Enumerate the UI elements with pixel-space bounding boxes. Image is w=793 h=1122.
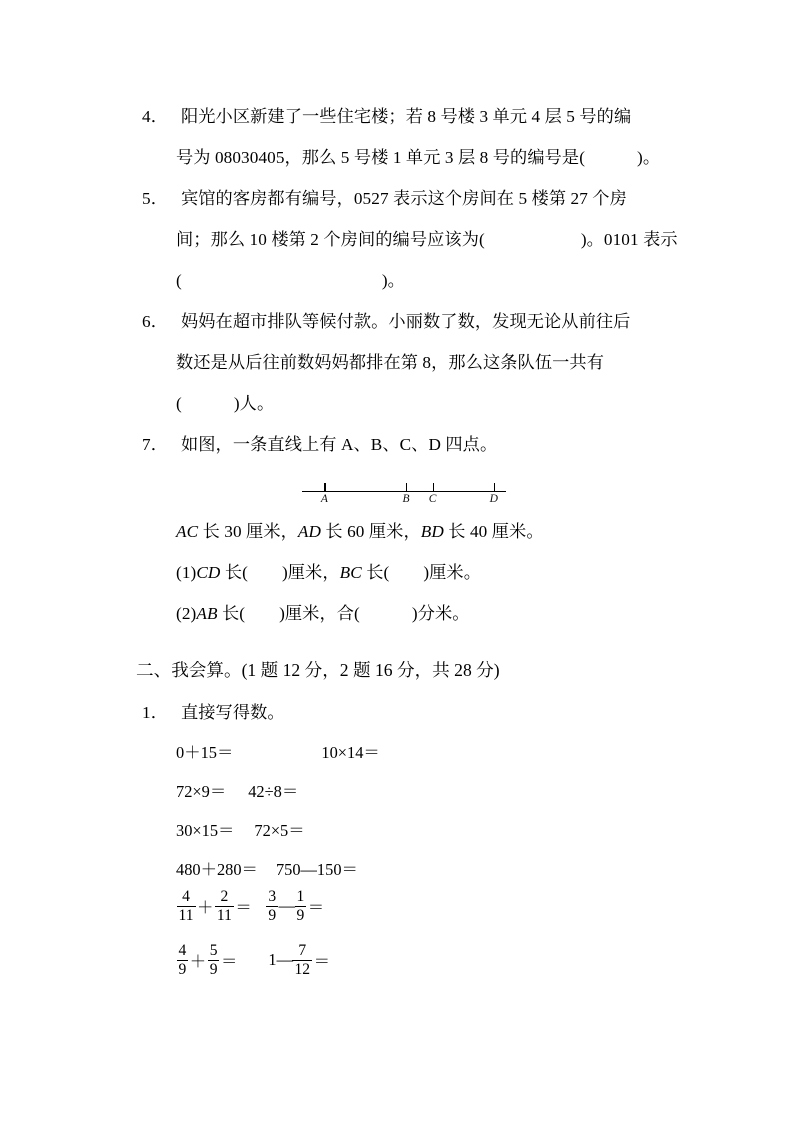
question-5-line-2 — [136, 219, 676, 260]
calc-row-4 — [136, 850, 676, 889]
question-6-line-2 — [136, 342, 676, 383]
sub2-text-2: )厘米，合( — [279, 604, 360, 623]
numerator: 4 — [178, 942, 187, 959]
equals-sign: ＝ — [307, 898, 325, 918]
question-7-stem: 如图，一条直线上有 A、B、C、D 四点。 — [180, 435, 498, 454]
question-5-number: 5． — [142, 189, 168, 208]
question-7-number: 7． — [142, 435, 168, 454]
segment-bc: BC — [339, 563, 362, 582]
calc-4-left: 480＋280＝ — [176, 860, 258, 879]
sub-label-2: (2) — [176, 604, 197, 623]
question-4-number: 4． — [142, 107, 168, 126]
fraction-row-1 — [136, 889, 676, 943]
denominator: 9 — [268, 907, 277, 925]
sub1-text-1: 长( — [220, 563, 248, 582]
fraction-3-over-9 — [266, 889, 278, 924]
denominator: 9 — [296, 907, 305, 925]
question-4-text-2a: 号为 08030405，那么 5 号楼 1 单元 3 层 8 号的编号是( — [176, 148, 586, 167]
denominator: 9 — [178, 961, 187, 979]
calc-2-left: 72×9＝ — [176, 782, 227, 801]
denominator: 12 — [294, 961, 311, 979]
segment-bd: BD — [420, 522, 444, 541]
sub-label-1: (1) — [176, 563, 197, 582]
plus-operator: ＋ — [197, 898, 214, 918]
given-text-2: 长 60 厘米， — [321, 522, 421, 541]
point-label-d: D — [489, 493, 498, 505]
segment-cd: CD — [196, 563, 221, 582]
segment-ad: AD — [297, 522, 322, 541]
minus-operator: — — [276, 950, 292, 970]
segment-ab: AB — [196, 604, 218, 623]
denominator: 11 — [178, 907, 194, 925]
fraction-4-over-9 — [177, 943, 189, 978]
question-7-line-1 — [136, 424, 676, 465]
calc-1-left: 0＋15＝ — [176, 743, 234, 762]
question-5-text-3a: ( — [176, 271, 182, 290]
sub2-text-1: 长( — [217, 604, 246, 623]
equals-sign: ＝ — [313, 952, 330, 972]
point-label-a: A — [320, 493, 328, 505]
fraction-7-over-12 — [292, 943, 312, 978]
question-6-text-3a: ( — [176, 394, 182, 413]
question-5-text-1: 宾馆的客房都有编号，0527 表示这个房间在 5 楼第 27 个房 — [180, 189, 627, 208]
tick-a — [324, 483, 325, 492]
question-7-figure — [136, 465, 676, 511]
question-5-text-2b: )。0101 表示 — [580, 230, 678, 249]
question-6-text-3b: )人。 — [233, 394, 275, 413]
sub2-text-3: )分米。 — [411, 604, 470, 623]
given-text-3: 长 40 厘米。 — [443, 522, 544, 541]
fraction-row-2 — [136, 943, 676, 997]
question-5-text-2a: 间；那么 10 楼第 2 个房间的编号应该为( — [176, 230, 485, 249]
question-6-line-1 — [136, 301, 676, 342]
equals-sign: ＝ — [235, 898, 252, 918]
given-text-1: 长 30 厘米， — [198, 522, 298, 541]
numerator: 2 — [220, 888, 229, 905]
denominator: 9 — [209, 961, 218, 979]
whole-number-one: 1 — [268, 950, 277, 970]
subsection-1-number: 1． — [142, 703, 168, 722]
section-two-heading: 二、我会算。(1 题 12 分，2 题 16 分，共 28 分) — [136, 660, 500, 680]
question-4-line-2 — [136, 137, 676, 178]
numerator: 7 — [298, 942, 307, 959]
sub1-text-3: 长( — [361, 563, 390, 582]
point-label-c: C — [428, 493, 437, 505]
numerator: 5 — [209, 942, 218, 959]
question-4-text-2b: )。 — [637, 148, 661, 167]
subsection-1-title-line — [136, 692, 676, 733]
subsection-1-title: 直接写得数。 — [180, 703, 285, 722]
question-7-sub-2 — [136, 593, 676, 634]
question-5-line-1 — [136, 178, 676, 219]
numerator: 1 — [296, 888, 305, 905]
tick-c — [433, 483, 434, 492]
calc-3-right: 72×5＝ — [254, 821, 305, 840]
question-6-text-2: 数还是从后往前数妈妈都排在第 8，那么这条队伍一共有 — [176, 353, 604, 372]
sub1-text-2: )厘米， — [281, 563, 340, 582]
fraction-1-over-9 — [295, 889, 307, 924]
calc-row-1 — [136, 733, 676, 772]
tick-b — [406, 483, 407, 492]
question-5-line-3 — [136, 260, 676, 301]
calc-2-right: 42÷8＝ — [248, 782, 299, 801]
calc-row-3 — [136, 811, 676, 850]
page-content — [136, 96, 676, 997]
sub1-text-4: )厘米。 — [423, 563, 481, 582]
numerator: 4 — [182, 888, 190, 905]
question-6-number: 6． — [142, 312, 168, 331]
calc-1-right: 10×14＝ — [321, 743, 380, 762]
plus-operator: ＋ — [189, 952, 207, 972]
point-label-b: B — [402, 493, 410, 505]
question-7-sub-1 — [136, 552, 676, 593]
segment-ac: AC — [176, 522, 199, 541]
equals-sign: ＝ — [220, 952, 238, 972]
question-6-line-3 — [136, 383, 676, 424]
number-line-diagram — [302, 481, 506, 511]
denominator: 11 — [216, 907, 232, 925]
question-4-line-1 — [136, 96, 676, 137]
calc-3-left: 30×15＝ — [176, 821, 235, 840]
tick-d — [494, 483, 495, 492]
fraction-2-over-11 — [215, 889, 234, 924]
minus-operator: — — [278, 896, 294, 916]
question-7-given — [136, 511, 676, 552]
fraction-4-over-11 — [177, 889, 196, 924]
question-6-text-1: 妈妈在超市排队等候付款。小丽数了数，发现无论从前往后 — [180, 312, 631, 331]
numerator: 3 — [268, 888, 277, 905]
question-5-text-3b: )。 — [381, 271, 405, 290]
calc-row-2 — [136, 772, 676, 811]
calc-4-right: 750—150＝ — [275, 860, 358, 879]
question-4-text-1: 阳光小区新建了一些住宅楼；若 8 号楼 3 单元 4 层 5 号的编 — [180, 107, 632, 126]
fraction-5-over-9 — [208, 943, 220, 978]
